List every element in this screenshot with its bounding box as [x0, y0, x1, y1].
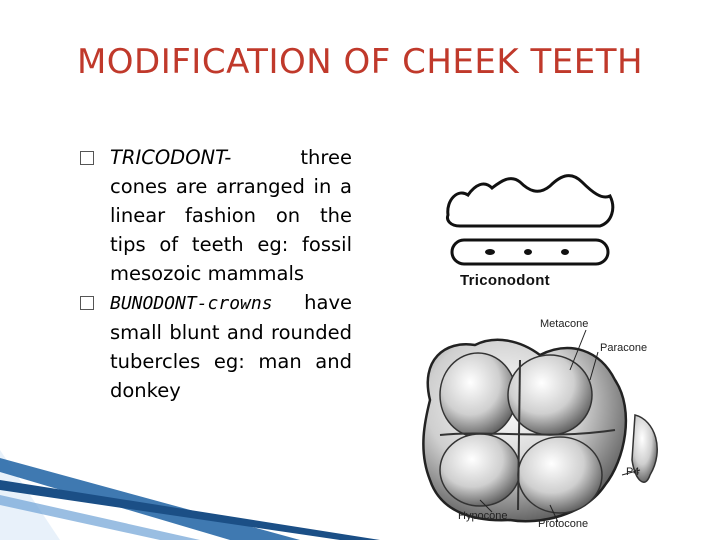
paracone-label: Paracone — [600, 342, 648, 354]
bunodont-molar-drawing — [400, 300, 710, 540]
teeth-figure — [400, 160, 710, 540]
slide-title: MODIFICATION OF CHEEK TEETH — [76, 42, 644, 82]
triconodont-label: Triconodont — [460, 272, 550, 289]
hypocone-label: Hypocone — [458, 510, 508, 522]
bullet-lead: three — [231, 146, 352, 169]
bullet-term: TRICODONT- — [110, 146, 232, 169]
bullet-list — [80, 143, 352, 405]
bullet-body: have small blunt and rounded tubercles eg: man and donkey — [110, 291, 352, 402]
bullet-term: BUNODONT-crowns — [110, 293, 273, 314]
p4-label: P4 — [626, 466, 640, 478]
triconodont-drawing — [400, 160, 710, 280]
protocone-label: Protocone — [538, 518, 589, 530]
bullet-checkbox-icon — [80, 296, 94, 310]
slide-accent-decoration — [0, 450, 400, 540]
bullet-bunodont — [80, 288, 352, 405]
metacone-label: Metacone — [540, 318, 589, 330]
bullet-body: cones are arranged in a linear fashion on the tips of teeth eg: fossil mesozoic mammals — [110, 175, 352, 285]
bullet-tricodont — [80, 143, 352, 288]
bullet-checkbox-icon — [80, 151, 94, 165]
